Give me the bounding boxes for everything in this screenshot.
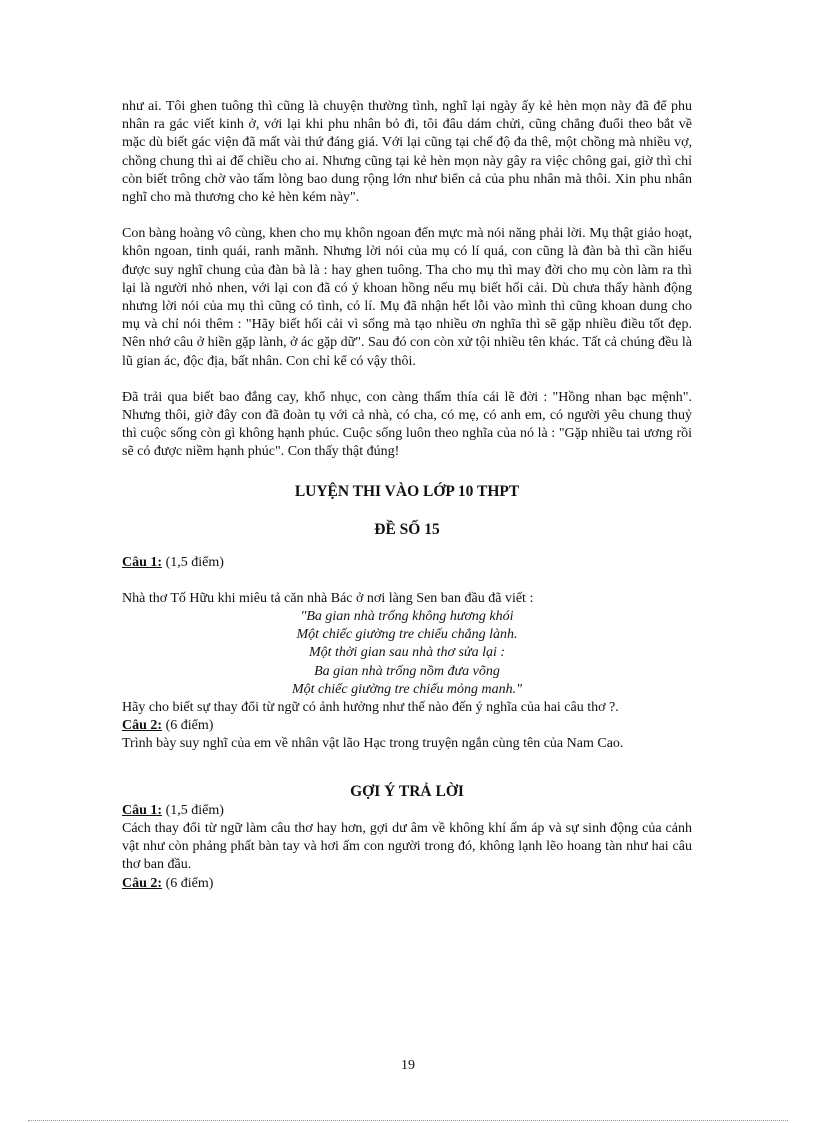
page-number: 19 — [401, 1058, 415, 1073]
paragraph-3: Đã trải qua biết bao đắng cay, khổ nhục, con càng thấm thía cái lẽ đời : "Hồng nhan bạc mệnh". Nhưng thôi, giờ đây con đã đoàn tụ với cả nhà, có cha, có mẹ, có anh em, có người yêu chung thuỷ thì cuộc sống còn gì không hạnh phúc. Cuộc sống luôn theo nghĩa của nó là : "Gặp nhiều tai ương rồi sẽ có được niềm hạnh phúc". Con thấy thật đúng! — [122, 389, 692, 460]
question-2-heading — [122, 717, 692, 735]
poem-line-3: Một thời gian sau nhà thơ sửa lại : — [308, 645, 506, 661]
question-1-heading — [122, 554, 692, 572]
poem-line-1: "Ba gian nhà trống không hương khói — [300, 609, 514, 625]
answer-title: GỢI Ý TRẢ LỜI — [350, 782, 464, 800]
paragraph-2: Con bàng hoàng vô cùng, khen cho mụ khôn ngoan đến mực mà nói năng phải lời. Mụ thật giảo hoạt, khôn ngoan, tinh quái, ranh mãnh. Nhưng lời nói của mụ có lí quá, con cũng là đàn bà thì cần hiểu được suy nghĩ chung của đàn bà là : hay ghen tuông. Tha cho mụ thì may đời cho mụ còn làm ra thì lại là người nhỏ nhen, với lại con đã có ý khoan hồng nếu mụ biết hối cải. Dù chưa thấy hành động nhưng lời nói của mụ thì cũng có tình, có lí. Mụ đã nhận hết lỗi vào mình thì cũng khoan dung cho mụ và chỉ nói thêm : "Hãy biết hối cải vì sống mà tạo nhiều ơn nghĩa thì sẽ gặp nhiều điều tốt đẹp. Nên nhớ câu ở hiền gặp lành, ở ác gặp dữ". Sau đó con còn xử tội nhiều tên khác. Tất cả chúng đều là lũ gian ác, độc địa, bất nhân. Con chỉ kể có vậy thôi. — [122, 226, 692, 369]
poem-line-4: Ba gian nhà trống nồm đưa võng — [314, 663, 500, 679]
question-1-points: (1,5 điểm) — [162, 554, 224, 570]
question-1-label: Câu 1: — [122, 554, 163, 570]
answer-2-points: (6 điểm) — [162, 875, 214, 891]
question-2-points: (6 điểm) — [162, 718, 214, 734]
paragraph-1: như ai. Tôi ghen tuông thì cũng là chuyện thường tình, nghĩ lại ngày ấy kẻ hèn mọn này đã để phu nhân ra gác viết kinh ở, với lại khi phu nhân bỏ đi, tôi đâu dám chửi, cũng chẳng đuổi theo bắt về mặc dù biết gác viện đã mất vài thứ đáng giá. Với lại cũng tại chế độ đa thê, một chồng mà nhiều vợ, chồng chung thì ai để chiều cho ai. Nhưng cũng tại kẻ hèn mọn này gây ra việc chông gai, giờ thì chỉ còn biết trông chờ vào tấm lòng bao dung rộng lớn như biển cả của phu nhân mà thôi. Xin phu nhân nghĩ cho mà thương cho kẻ hèn kém này". — [122, 99, 692, 206]
answer-2-label: Câu 2: — [122, 875, 163, 891]
answer-1-text: Cách thay đổi từ ngữ làm câu thơ hay hơn, gợi dư âm về không khí ấm áp và sự sinh động của cảnh vật như còn phảng phất bàn tay và hơi ấm con người trong đó, không lạnh lẽo hoang tàn như hai câu thơ ban đầu. — [122, 820, 692, 873]
question-2-text: Trình bày suy nghĩ của em về nhân vật lão Hạc trong truyện ngắn cùng tên của Nam Cao. — [122, 736, 624, 752]
answer-2-heading — [122, 875, 692, 893]
poem-line-2: Một chiếc giường tre chiếu chẳng lành. — [296, 627, 518, 643]
answer-1-heading — [122, 802, 692, 820]
question-2-label: Câu 2: — [122, 718, 163, 734]
footer-divider — [28, 1120, 788, 1121]
question-1-intro: Nhà thơ Tố Hữu khi miêu tả căn nhà Bác ở nơi làng Sen ban đầu đã viết : — [122, 590, 534, 606]
question-1-text: Hãy cho biết sự thay đổi từ ngữ có ảnh hưởng như thế nào đến ý nghĩa của hai câu thơ ?. — [122, 700, 619, 716]
exam-number-title: ĐỀ SỐ 15 — [374, 520, 440, 538]
answer-1-points: (1,5 điểm) — [162, 802, 224, 818]
exam-title: LUYỆN THI VÀO LỚP 10 THPT — [294, 482, 520, 500]
answer-1-label: Câu 1: — [122, 802, 163, 818]
poem-line-5: Một chiếc giường tre chiếu mỏng manh." — [291, 681, 523, 697]
document-page — [122, 98, 692, 893]
